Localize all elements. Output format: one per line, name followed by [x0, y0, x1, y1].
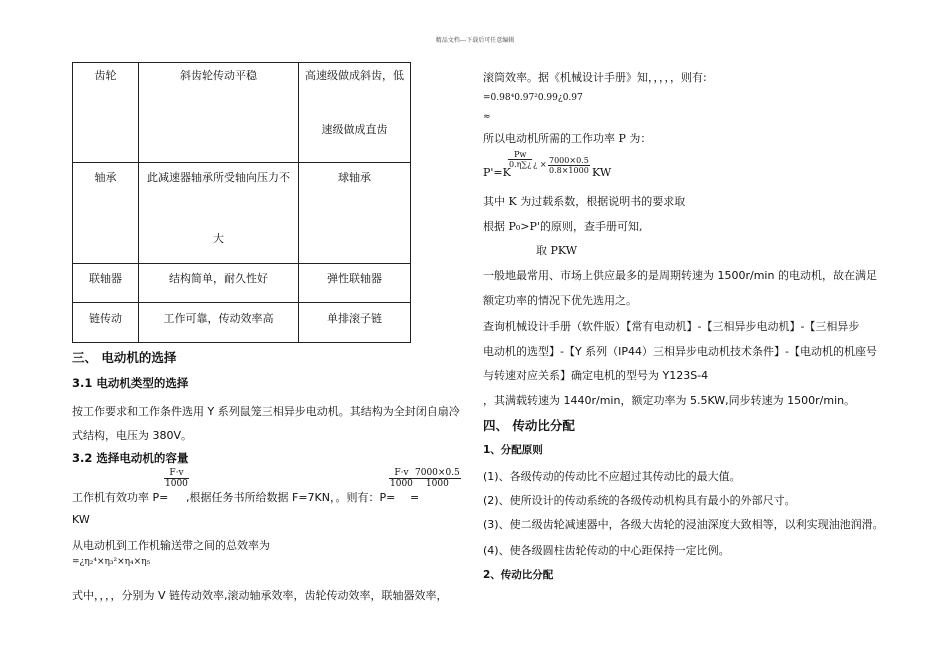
paragraph-line: 与转速对应关系】确定电机的型号为 Y123S-4: [483, 369, 709, 382]
paragraph-line: 电动机的选型】-【Y 系列（IP44）三相异步电动机技术条件】-【电动机的机座号: [483, 345, 878, 358]
approx-sign: ≈: [483, 112, 491, 122]
paragraph-line: 按工作要求和工作条件选用 Y 系列鼠笼三相异步电动机。其结构为全封闭自扇冷: [72, 405, 460, 418]
list-item: (2)、使所设计的传动系统的各级传动机构具有最小的外部尺寸。: [483, 494, 796, 507]
table-cell: 斜齿轮传动平稳: [139, 63, 299, 163]
paragraph-line: 从电动机到工作机输送带之间的总效率为: [72, 539, 270, 552]
paragraph-line: 取 PKW: [536, 244, 578, 257]
paragraph-line: 根据 P₀>P'的原则，查手册可知,: [483, 220, 643, 233]
section-3-heading: 三、 电动机的选择: [72, 350, 177, 365]
section-4-2-heading: 2、传动比分配: [483, 569, 554, 581]
table-row: [73, 303, 411, 343]
table-cell: 工作可靠，传动效率高: [139, 303, 299, 343]
section-3-1-heading: 3.1 电动机类型的选择: [72, 376, 189, 390]
table-cell: 此减速器轴承所受轴向压力不 大: [139, 163, 299, 264]
formula-fraction: $\frac{7000\times 0.5}{0.8\times 1000}$: [549, 156, 589, 175]
paragraph-line: 滚筒效率。据《机械设计手册》知，，，，，则有:: [483, 71, 707, 84]
table-row: [73, 63, 411, 163]
table-cell: 球轴承: [299, 163, 411, 264]
unit-label: KW: [72, 513, 90, 526]
formula-fraction: $\frac{Pw}{0.\eta\sum¿}$: [509, 150, 532, 169]
work-power-label: 工作机有效功率 P=: [72, 491, 169, 504]
table-cell: 链传动: [73, 303, 139, 343]
section-4-heading: 四、 传动比分配: [483, 418, 575, 433]
unit-label: KW: [592, 166, 612, 179]
section-3-2-heading: 3.2 选择电动机的容量: [72, 451, 189, 465]
paragraph-line: 式中，，，，分别为 V 链传动效率,滚动轴承效率，齿轮传动效率，联轴器效率，: [72, 589, 448, 602]
efficiency-formula: =¿η₂⁴×η₃²×η₄×η₅: [72, 557, 151, 567]
list-item: (4)、使各级圆柱齿轮传动的中心距保持一定比例。: [483, 544, 730, 557]
equals-sign: =: [410, 491, 420, 504]
table-cell: 齿轮: [73, 63, 139, 163]
table-cell: 联轴器: [73, 264, 139, 303]
component-table: [72, 62, 411, 343]
table-cell: 高速级做成斜齿，低 速级做成直齿: [299, 63, 411, 163]
paragraph-line: 一般地最常用、市场上供应最多的是周期转速为 1500r/min 的电动机，故在满足: [483, 269, 877, 282]
required-power-label: P'=K: [483, 166, 511, 179]
table-cell: 结构简单，耐久性好: [139, 264, 299, 303]
table-cell: 轴承: [73, 163, 139, 264]
paragraph-line: ，其满载转速为 1440r/min，额定功率为 5.5KW,同步转速为 1500r/min。: [483, 394, 856, 407]
table-row: [73, 163, 411, 264]
page-header: 精品文档---下载后可任意编辑: [435, 37, 515, 44]
formula-fraction: $\frac{F\cdot v}{1000}$: [390, 468, 413, 489]
formula-operator: ¿ ×: [533, 160, 547, 169]
paragraph-line: 式结构，电压为 380V。: [72, 429, 193, 442]
list-item: (1)、各级传动的传动比不应超过其传动比的最大值。: [483, 470, 741, 483]
formula-fraction: $\frac{7000\times 0.5}{1000}$: [415, 468, 460, 489]
formula-fraction: $\frac{F\cdot v}{1000}$: [165, 468, 188, 489]
paragraph-line: ,根据任务书所给数据 F=7KN，。则有：P=: [186, 491, 396, 504]
paragraph-line: 查询机械设计手册（软件版）【常有电动机】-【三相异步电动机】-【三相异步: [483, 320, 860, 333]
list-item: (3)、使二级齿轮减速器中，各级大齿轮的浸油深度大致相等，以利实现油池润滑。: [483, 518, 884, 531]
table-cell: 单排滚子链: [299, 303, 411, 343]
section-4-1-heading: 1、分配原则: [483, 444, 543, 456]
paragraph-line: 其中 K 为过载系数，根据说明书的要求取: [483, 195, 686, 208]
table-row: [73, 264, 411, 303]
efficiency-value-formula: =0.98⁴0.97²0.99¿0.97: [483, 93, 583, 103]
table-cell: 弹性联轴器: [299, 264, 411, 303]
paragraph-line: 额定功率的情况下优先选用之。: [483, 294, 637, 307]
paragraph-line: 所以电动机所需的工作功率 P 为：: [483, 132, 652, 145]
